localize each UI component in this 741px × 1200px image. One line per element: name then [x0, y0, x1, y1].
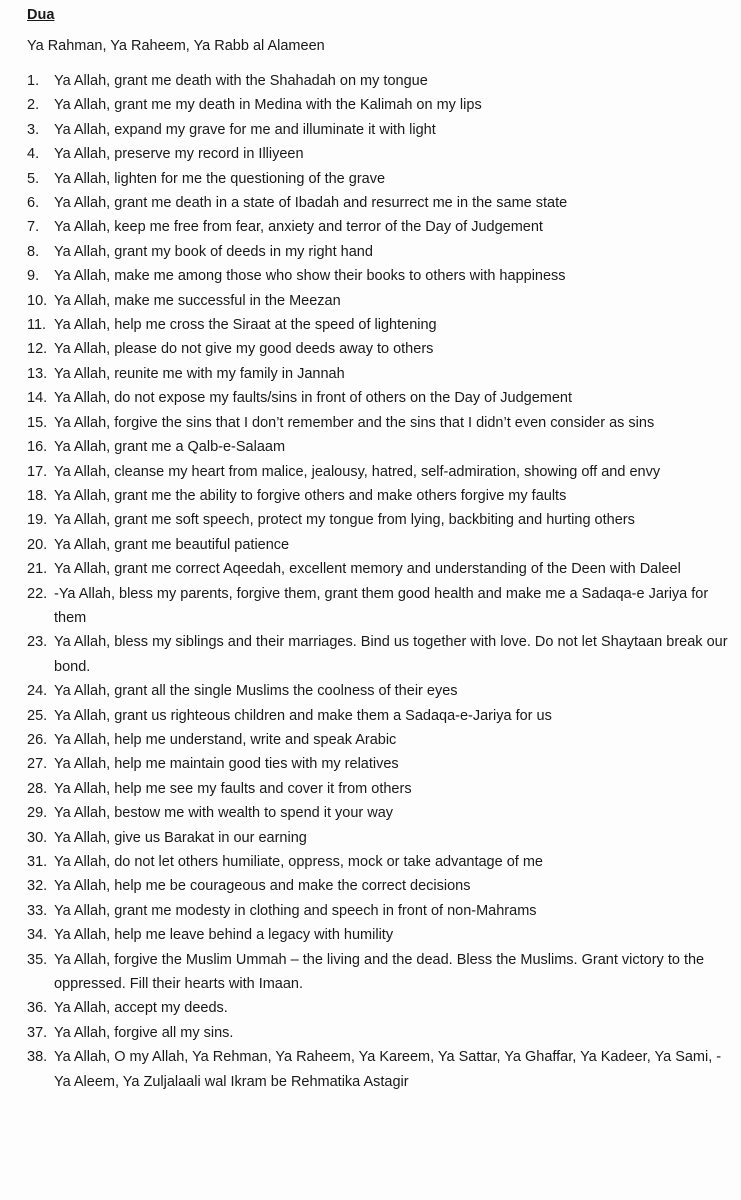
dua-item — [27, 289, 733, 313]
dua-item — [27, 191, 733, 215]
dua-item — [27, 435, 733, 459]
dua-item-text: Ya Allah, help me leave behind a legacy with humility — [54, 927, 394, 944]
dua-item — [27, 996, 733, 1020]
dua-item-text: Ya Allah, grant us righteous children and make them a Sadaqa-e-Jariya for us — [54, 707, 552, 724]
dua-item — [27, 850, 733, 874]
dua-item-number: 16. — [27, 439, 48, 456]
dua-item-number: 15. — [27, 414, 48, 431]
dua-item-number: 32. — [27, 878, 48, 895]
dua-item-text: Ya Allah, make me successful in the Meezan — [54, 292, 341, 309]
dua-item — [27, 948, 733, 997]
dua-item-number: 31. — [27, 854, 48, 870]
dua-item — [27, 460, 733, 484]
dua-item — [27, 362, 733, 386]
dua-item-number: 11. — [27, 317, 47, 334]
dua-item-number: 23. — [27, 634, 48, 651]
dua-item — [27, 752, 733, 776]
dua-item-text: Ya Allah, expand my grave for me and illuminate it with light — [54, 121, 436, 138]
dua-item-number: 2. — [27, 97, 40, 114]
dua-item-text: Ya Allah, grant me modesty in clothing and speech in front of non-Mahrams — [54, 902, 537, 919]
dua-item-text: Ya Allah, lighten for me the questioning of the grave — [54, 170, 386, 187]
dua-item-number: 13. — [27, 365, 48, 382]
dua-item — [27, 508, 733, 532]
dua-item — [27, 240, 733, 264]
dua-item — [27, 557, 733, 581]
dua-item-text: Ya Allah, grant me correct Aqeedah, excellent memory and understanding of the Deen with Daleel — [54, 561, 681, 578]
dua-item — [27, 630, 733, 679]
dua-item-text: Ya Allah, grant me the ability to forgive others and make others forgive my faults — [54, 487, 567, 504]
dua-item — [27, 337, 733, 361]
dua-item — [27, 411, 733, 435]
dua-item-text: Ya Allah, help me maintain good ties with my relatives — [54, 756, 399, 773]
dua-item — [27, 386, 733, 410]
dua-item — [27, 826, 733, 850]
dua-item-text: Ya Allah, do not expose my faults/sins in front of others on the Day of Judgement — [54, 390, 572, 407]
dua-item-text: Ya Allah, cleanse my heart from malice, jealousy, hatred, self-admiration, showing off and envy — [54, 463, 661, 480]
dua-item-text: Ya Allah, O my Allah, Ya Rehman, Ya Raheem, Ya Kareem, Ya Sattar, Ya Ghaffar, Ya Kadeer, Ya Sami, -Ya Aleem, Ya Zuljalaali wal Ikram be Rehmatika Astagir — [54, 1049, 722, 1090]
dua-item-number: 17. — [27, 463, 48, 480]
dua-item — [27, 93, 733, 117]
dua-item — [27, 728, 733, 752]
dua-item — [27, 704, 733, 728]
document-subtitle: Ya Rahman, Ya Raheem, Ya Rabb al Alameen — [27, 38, 325, 54]
dua-item-number: 29. — [27, 805, 48, 822]
dua-item — [27, 1021, 733, 1045]
dua-item-text: Ya Allah, help me understand, write and speak Arabic — [54, 731, 397, 748]
dua-item-number: 34. — [27, 927, 48, 944]
dua-item — [27, 582, 733, 631]
dua-item — [27, 484, 733, 508]
dua-item-text: Ya Allah, grant me death in a state of Ibadah and resurrect me in the same state — [54, 195, 568, 212]
dua-item — [27, 167, 733, 191]
dua-item-text: Ya Allah, forgive the sins that I don’t remember and the sins that I didn’t even consider as sins — [54, 414, 655, 431]
dua-item — [27, 533, 733, 557]
dua-item-number: 27. — [27, 756, 48, 773]
dua-item-number: 19. — [27, 512, 48, 529]
dua-item-number: 7. — [27, 219, 40, 236]
dua-item-number: 36. — [27, 1000, 48, 1017]
dua-item-number: 38. — [27, 1049, 48, 1066]
dua-item — [27, 923, 733, 947]
dua-item-text: Ya Allah, preserve my record in Illiyeen — [54, 146, 304, 163]
dua-item-text: Ya Allah, do not let others humiliate, oppress, mock or take advantage of me — [54, 854, 543, 870]
dua-item-number: 33. — [27, 902, 48, 919]
dua-item-text: -Ya Allah, bless my parents, forgive them, grant them good health and make me a Sadaqa-e Jariya for them — [54, 585, 709, 626]
dua-item-text: Ya Allah, bestow me with wealth to spend it your way — [54, 805, 394, 822]
dua-item — [27, 264, 733, 288]
dua-item — [27, 899, 733, 923]
dua-item — [27, 313, 733, 337]
dua-item-number: 20. — [27, 536, 48, 553]
dua-item-text: Ya Allah, make me among those who show their books to others with happiness — [54, 268, 566, 285]
dua-item-number: 1. — [27, 73, 40, 89]
dua-item-text: Ya Allah, accept my deeds. — [54, 1000, 228, 1017]
document-title: Dua — [27, 7, 55, 23]
dua-item-number: 21. — [27, 561, 48, 578]
dua-item-number: 6. — [27, 195, 40, 212]
dua-item — [27, 118, 733, 142]
dua-item-text: Ya Allah, grant all the single Muslims the coolness of their eyes — [54, 683, 458, 700]
dua-item-text: Ya Allah, help me see my faults and cover it from others — [54, 780, 412, 797]
dua-item-text: Ya Allah, please do not give my good deeds away to others — [54, 341, 434, 358]
dua-item-number: 10. — [27, 292, 48, 309]
dua-item-text: Ya Allah, help me cross the Siraat at the speed of lightening — [54, 317, 437, 334]
dua-item-number: 5. — [27, 170, 40, 187]
dua-item-number: 14. — [27, 390, 48, 407]
dua-item — [27, 777, 733, 801]
dua-item-number: 37. — [27, 1024, 48, 1041]
dua-item-text: Ya Allah, forgive the Muslim Ummah – the living and the dead. Bless the Muslims. Grant victory to the oppressed. Fill their hearts with Imaan. — [54, 951, 705, 993]
dua-item-text: Ya Allah, grant my book of deeds in my right hand — [54, 243, 373, 260]
dua-item-text: Ya Allah, keep me free from fear, anxiety and terror of the Day of Judgement — [54, 219, 543, 236]
dua-item — [27, 215, 733, 239]
dua-item — [27, 142, 733, 166]
dua-item-number: 9. — [27, 268, 40, 285]
dua-item-text: Ya Allah, grant me death with the Shahadah on my tongue — [54, 73, 428, 89]
dua-item-text: Ya Allah, help me be courageous and make the correct decisions — [54, 878, 471, 895]
dua-item-number: 22. — [27, 585, 48, 602]
dua-item-number: 8. — [27, 243, 40, 260]
dua-item-text: Ya Allah, grant me a Qalb-e-Salaam — [54, 439, 286, 456]
dua-item-text: Ya Allah, grant me soft speech, protect my tongue from lying, backbiting and hurting others — [54, 512, 635, 529]
dua-item-number: 28. — [27, 780, 48, 797]
dua-item-text: Ya Allah, grant me my death in Medina with the Kalimah on my lips — [54, 97, 482, 114]
dua-item-number: 30. — [27, 829, 48, 846]
dua-item-number: 35. — [27, 951, 48, 968]
dua-item-text: Ya Allah, reunite me with my family in Jannah — [54, 365, 345, 382]
dua-item-text: Ya Allah, grant me beautiful patience — [54, 536, 290, 553]
dua-item-text: Ya Allah, bless my siblings and their marriages. Bind us together with love. Do not let Shaytaan break our bond. — [54, 634, 728, 675]
dua-item-number: 12. — [27, 341, 48, 358]
dua-item-text: Ya Allah, forgive all my sins. — [54, 1024, 234, 1041]
dua-item-number: 24. — [27, 683, 48, 700]
dua-item — [27, 69, 733, 93]
dua-item — [27, 1045, 733, 1094]
dua-item — [27, 801, 733, 825]
dua-item-text: Ya Allah, give us Barakat in our earning — [54, 829, 307, 846]
dua-item-number: 4. — [27, 146, 40, 163]
dua-item — [27, 874, 733, 898]
dua-item-number: 26. — [27, 731, 48, 748]
dua-list — [27, 69, 733, 1094]
dua-item — [27, 679, 733, 703]
dua-item-number: 3. — [27, 121, 40, 138]
dua-item-number: 25. — [27, 707, 48, 724]
dua-item-number: 18. — [27, 487, 48, 504]
